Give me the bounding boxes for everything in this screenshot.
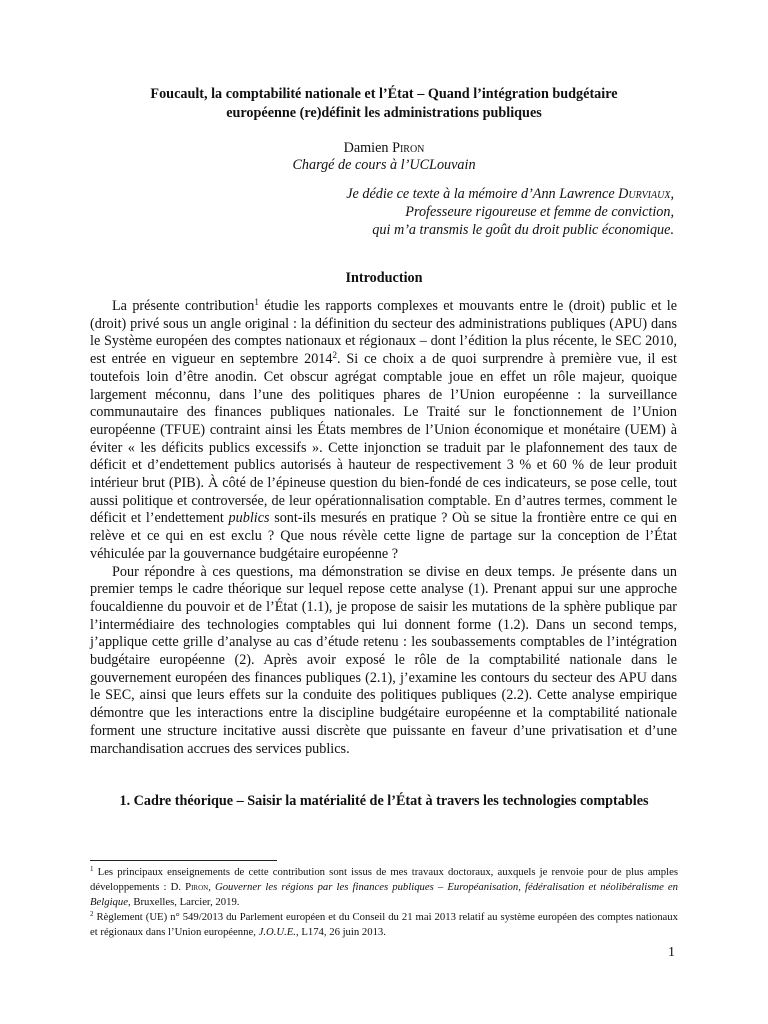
footnote-1-book-title: Gouverner les régions par les finances publiques – Européanisation, fédéralisation et néolibéralisme en Belgique [90, 881, 679, 908]
author-first-name: Damien [343, 140, 389, 156]
footnote-1-sep: , [208, 881, 215, 893]
footnotes [90, 865, 678, 940]
paragraph-1-part-2: étudie les rapports complexes et mouvants entre le (droit) public et le (droit) privé sous un angle original : la définition du secteur des administrations publiques (APU) dans le Système européen des comptes nationaux et régionaux – dont l’édition la plus récente, le SEC 2010, est entrée en vigueur en septembre 2014 [90, 298, 677, 368]
dedication-line-3: qui m’a transmis le goût du droit public économique. [372, 222, 674, 238]
title-line-1: Foucault, la comptabilité nationale et l’État – Quand l’intégration budgétaire [150, 86, 618, 102]
footnote-1-publisher: , Bruxelles, Larcier, 2019. [128, 896, 240, 908]
body-text [90, 298, 677, 758]
paragraph-2: Pour répondre à ces questions, ma démonstration se divise en deux temps. Je présente dans un premier temps le cadre théorique sur lequel repose cette analyse (1). Prenant appui sur une approche foucaldienne du pouvoir et de l’État (1.1), je propose de saisir les mutations de la sphère publique par l’intermédiaire des technologies comptables qui lui donnent forme (1.2). Dans un second temps, j’applique cette grille d’analyse au cas d’étude retenu : les soubassements comptables de l’intégration budgétaire européenne (2). Après avoir exposé le rôle de la comptabilité nationale dans le gouvernement européen des finances publiques (2.1), j’examine les contours du secteur des APU dans le SEC, ainsi que leurs effets sur la conduite des politiques publiques (2.2). Cette analyse empirique démontre que les interactions entre la discipline budgétaire européenne et la comptabilité nationale forment une structure incitative aussi discrète que puissante en faveur d’une privatisation et d’une marchandisation accrues des services publics. [90, 563, 677, 757]
dedication-person-name: Durviaux, [618, 186, 674, 202]
footnote-ref-2[interactable]: 2 [332, 350, 337, 361]
paragraph-1-part-1: La présente contribution [112, 298, 255, 314]
dedication-line-2: Professeure rigoureuse et femme de conviction, [405, 204, 674, 220]
paragraph-1-part-3: . Si ce choix a de quoi surprendre à première vue, il est toutefois loin d’être anodin. Cet obscur agrégat comptable joue en effet un rôle majeur, quoique largement méconnu, dans l’une des politiques phares de l’Union européenne : la surveillance communautaire des finances publiques nationales. Le Traité sur le fonctionnement de l’Union européenne (TFUE) contraint ainsi les États membres de l’Union économique et monétaire (UEM) à éviter « les déficits publics excessifs ». Cette injonction se traduit par le plafonnement des taux de déficit et d’endettement publics autorisés à hauteur de respectivement 3 % et 60 % de leur produit intérieur brut (PIB). À côté de l’épineuse question du bien-fondé de ces indicateurs, se pose celle, tout aussi politique et controversée, de leur opérationnalisation comptable. En d’autres termes, comment le déficit et l’endettement [90, 351, 677, 527]
footnote-ref-1[interactable]: 1 [254, 297, 259, 307]
footnote-separator [90, 860, 277, 861]
section-heading: 1. Cadre théorique – Saisir la matérialité de l’État à travers les technologies comptables [119, 793, 649, 809]
dedication-line-1-text: Je dédie ce texte à la mémoire d’Ann Lawrence [346, 186, 619, 202]
footnote-2-number: 2 [90, 910, 94, 918]
title-line-2: européenne (re)définit les administrations publiques [226, 104, 542, 121]
footnote-2 [90, 910, 678, 940]
dedication [346, 185, 674, 239]
footnote-2-ref: , L174, 26 juin 2013. [295, 926, 386, 938]
author-name [90, 139, 678, 157]
footnote-2-text: Règlement (UE) n° 549/2013 du Parlement européen et du Conseil du 21 mai 2013 relatif au système européen des comptes nationaux et régionaux dans l’Union européenne, [90, 911, 678, 938]
author-affiliation: Chargé de cours à l’UCLouvain [292, 157, 476, 173]
page-number: 1 [668, 945, 675, 960]
article-title [90, 85, 678, 122]
paragraph-1 [90, 298, 677, 564]
footnote-1-author: Piron [185, 881, 209, 893]
paragraph-1-part-4: sont-ils mesurés en pratique ? Où se situe la frontière entre ce qui en relève et ce qui en est exclu ? Que nous révèle cette ligne de partage sur la conception de l’État véhiculée par la gouvernance budgétaire européenne ? [90, 510, 677, 562]
footnote-1 [90, 865, 678, 910]
paragraph-1-emphasis: publics [228, 510, 270, 527]
footnote-1-text: Les principaux enseignements de cette contribution sont issus de mes travaux doctoraux, auxquels je renvoie pour de plus amples développements : D. [90, 866, 678, 893]
introduction-heading: Introduction [345, 270, 423, 286]
footnote-2-journal: J.O.U.E. [258, 926, 296, 938]
author-last-name: Piron [392, 140, 425, 156]
dedication-line-1 [346, 185, 674, 203]
footnote-1-number: 1 [90, 865, 94, 873]
